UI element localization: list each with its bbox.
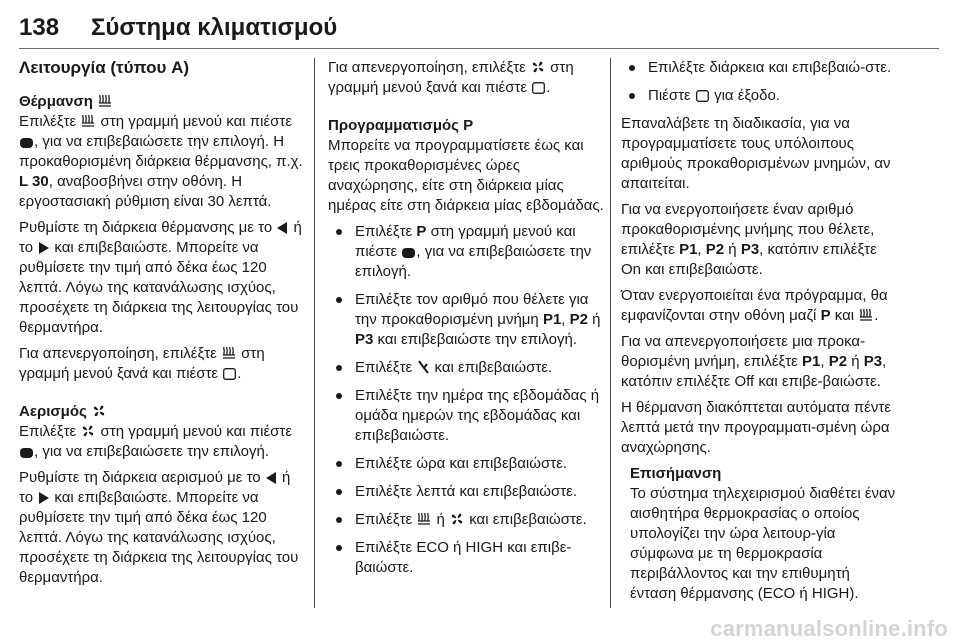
heat-icon: [81, 114, 95, 128]
auto-stop-paragraph: Η θέρμανση διακόπτεται αυτόματα πέντε λεπτά μετά την προγραμματι-σμένη ώρα αναχώρησης.: [621, 399, 891, 456]
list-item: Επιλέξτε τον αριθμό που θέλετε για την προκαθορισμένη μνήμη P1, P2 ή P3 και επιβεβαιώστε την επιλογή.: [328, 290, 604, 350]
note-title: Επισήμανση: [630, 465, 722, 482]
right-arrow-icon: [38, 492, 49, 504]
ventilation-off-paragraph: Για απενεργοποίηση, επιλέξτε στη γραμμή μενού ξανά και πιέστε .: [328, 59, 574, 96]
list-item: Επιλέξτε ή και επιβεβαιώστε.: [328, 510, 604, 530]
heating-paragraph-2: Ρυθμίστε τη διάρκεια θέρμανσης με το ή το και επιβεβαιώστε. Μπορείτε να ρυθμίσετε την τιμή από δέκα έως 120 λεπτά. Λόγω της κατανάλωσης ισχύος, προσέχετε τη διάρκεια της λειτουργίας του θερμαντήρα.: [19, 219, 302, 336]
back-button-icon: [696, 90, 709, 102]
activate-paragraph: Για να ενεργοποιήσετε έναν αριθμό προκαθορισμένης μνήμης που θέλετε, επιλέξτε P1, P2 ή P3, κατόπιν επιλέξτε On και επιβεβαιώστε.: [621, 201, 877, 278]
clock-icon: [417, 360, 429, 374]
page-header: [19, 8, 939, 49]
ventilation-paragraph-1: Επιλέξτε στη γραμμή μενού και πιέστε , για να επιβεβαιώσετε την επιλογή.: [19, 423, 293, 460]
list-item: Επιλέξτε διάρκεια και επιβεβαιώ-στε.: [621, 58, 897, 78]
page-number: 138: [19, 14, 60, 41]
note-box: [630, 464, 897, 604]
column-divider: [314, 58, 315, 608]
heating-paragraph-1: Επιλέξτε στη γραμμή μενού και πιέστε , για να επιβεβαιώσετε την επιλογή. Η προκαθορισμένη διάρκεια θέρμανσης, π.χ. L 30, αναβοσβήνει στην οθόνη. Η εργοστασιακή ρύθμιση είναι 30 λεπτά.: [19, 113, 303, 210]
list-item: Επιλέξτε την ημέρα της εβδομάδας ή ομάδα ημερών της εβδομάδας και επιβεβαιώστε.: [328, 386, 604, 446]
column-1: [19, 58, 303, 594]
column-3: [621, 58, 897, 604]
repeat-paragraph: Επαναλάβετε τη διαδικασία, για να προγραμματίσετε τους υπόλοιπους αριθμούς προκαθορισμένων μνημών, αν απαιτείται.: [621, 115, 891, 192]
list-item: Επιλέξτε ώρα και επιβεβαιώστε.: [328, 454, 604, 474]
left-arrow-icon: [277, 222, 288, 234]
deactivate-paragraph: Για να απενεργοποιήσετε μια προκα-θορισμένη μνήμη, επιλέξτε P1, P2 ή P3, κατόπιν επιλέξτε Off και επιβε-βαιώστε.: [621, 333, 887, 390]
programming-title: Προγραμματισμός P: [328, 117, 474, 134]
list-item: Επιλέξτε και επιβεβαιώστε.: [328, 358, 604, 378]
fan-icon: [531, 60, 545, 74]
ventilation-heading: [19, 402, 303, 422]
heating-paragraph-3: Για απενεργοποίηση, επιλέξτε στη γραμμή μενού ξανά και πιέστε .: [19, 345, 265, 382]
heat-icon: [417, 512, 431, 526]
active-program-paragraph: Όταν ενεργοποιείται ένα πρόγραμμα, θα εμφανίζονται στην οθόνη μαζί P και .: [621, 287, 888, 324]
list-item: Πιέστε για έξοδο.: [621, 86, 897, 106]
column-divider: [610, 58, 611, 608]
list-item: Επιλέξτε λεπτά και επιβεβαιώστε.: [328, 482, 604, 502]
heat-icon: [859, 308, 873, 322]
heat-icon: [98, 94, 112, 108]
fan-icon: [81, 424, 95, 438]
note-body: Το σύστημα τηλεχειρισμού διαθέτει έναν αισθητήρα θερμοκρασίας ο οποίος υπολογίζει την ώρα λειτουρ-γία σύμφωνα με τη θερμοκρασία περιβάλλοντος και την επιθυμητή ένταση θέρμανσης (ECO ή HIGH).: [630, 485, 896, 602]
confirm-button-icon: [20, 448, 33, 458]
left-arrow-icon: [266, 472, 277, 484]
programming-steps-continued: [621, 58, 897, 106]
ventilation-title: Αερισμός: [19, 403, 87, 420]
chapter-title: Σύστημα κλιματισμού: [91, 14, 338, 41]
confirm-button-icon: [402, 248, 415, 258]
section-title: Λειτουργία (τύπου A): [19, 58, 190, 77]
programming-intro: Μπορείτε να προγραμματίσετε έως και τρεις προκαθορισμένες ώρες αναχώρησης, είτε στη διάρκεια μίας ημέρας είτε στη διάρκεια μίας εβδομάδας.: [328, 137, 604, 214]
programming-steps: [328, 222, 604, 578]
back-button-icon: [532, 82, 545, 94]
watermark: carmanualsonline.info: [710, 616, 948, 641]
fan-icon: [450, 512, 464, 526]
confirm-button-icon: [20, 138, 33, 148]
list-item: Επιλέξτε ECO ή HIGH και επιβε-βαιώστε.: [328, 538, 604, 578]
heat-icon: [222, 346, 236, 360]
heating-title: Θέρμανση: [19, 93, 93, 110]
list-item: Επιλέξτε P στη γραμμή μενού και πιέστε , για να επιβεβαιώσετε την επιλογή.: [328, 222, 604, 282]
ventilation-paragraph-2: Ρυθμίστε τη διάρκεια αερισμού με το ή το και επιβεβαιώστε. Μπορείτε να ρυθμίσετε την τιμή από δέκα έως 120 λεπτά. Λόγω της κατανάλωσης ισχύος, προσέχετε τη διάρκεια της λειτουργίας του θερμαντήρα.: [19, 469, 299, 586]
fan-icon: [92, 404, 106, 418]
back-button-icon: [223, 368, 236, 380]
right-arrow-icon: [38, 242, 49, 254]
heating-heading: [19, 92, 303, 112]
column-2: [328, 58, 604, 586]
